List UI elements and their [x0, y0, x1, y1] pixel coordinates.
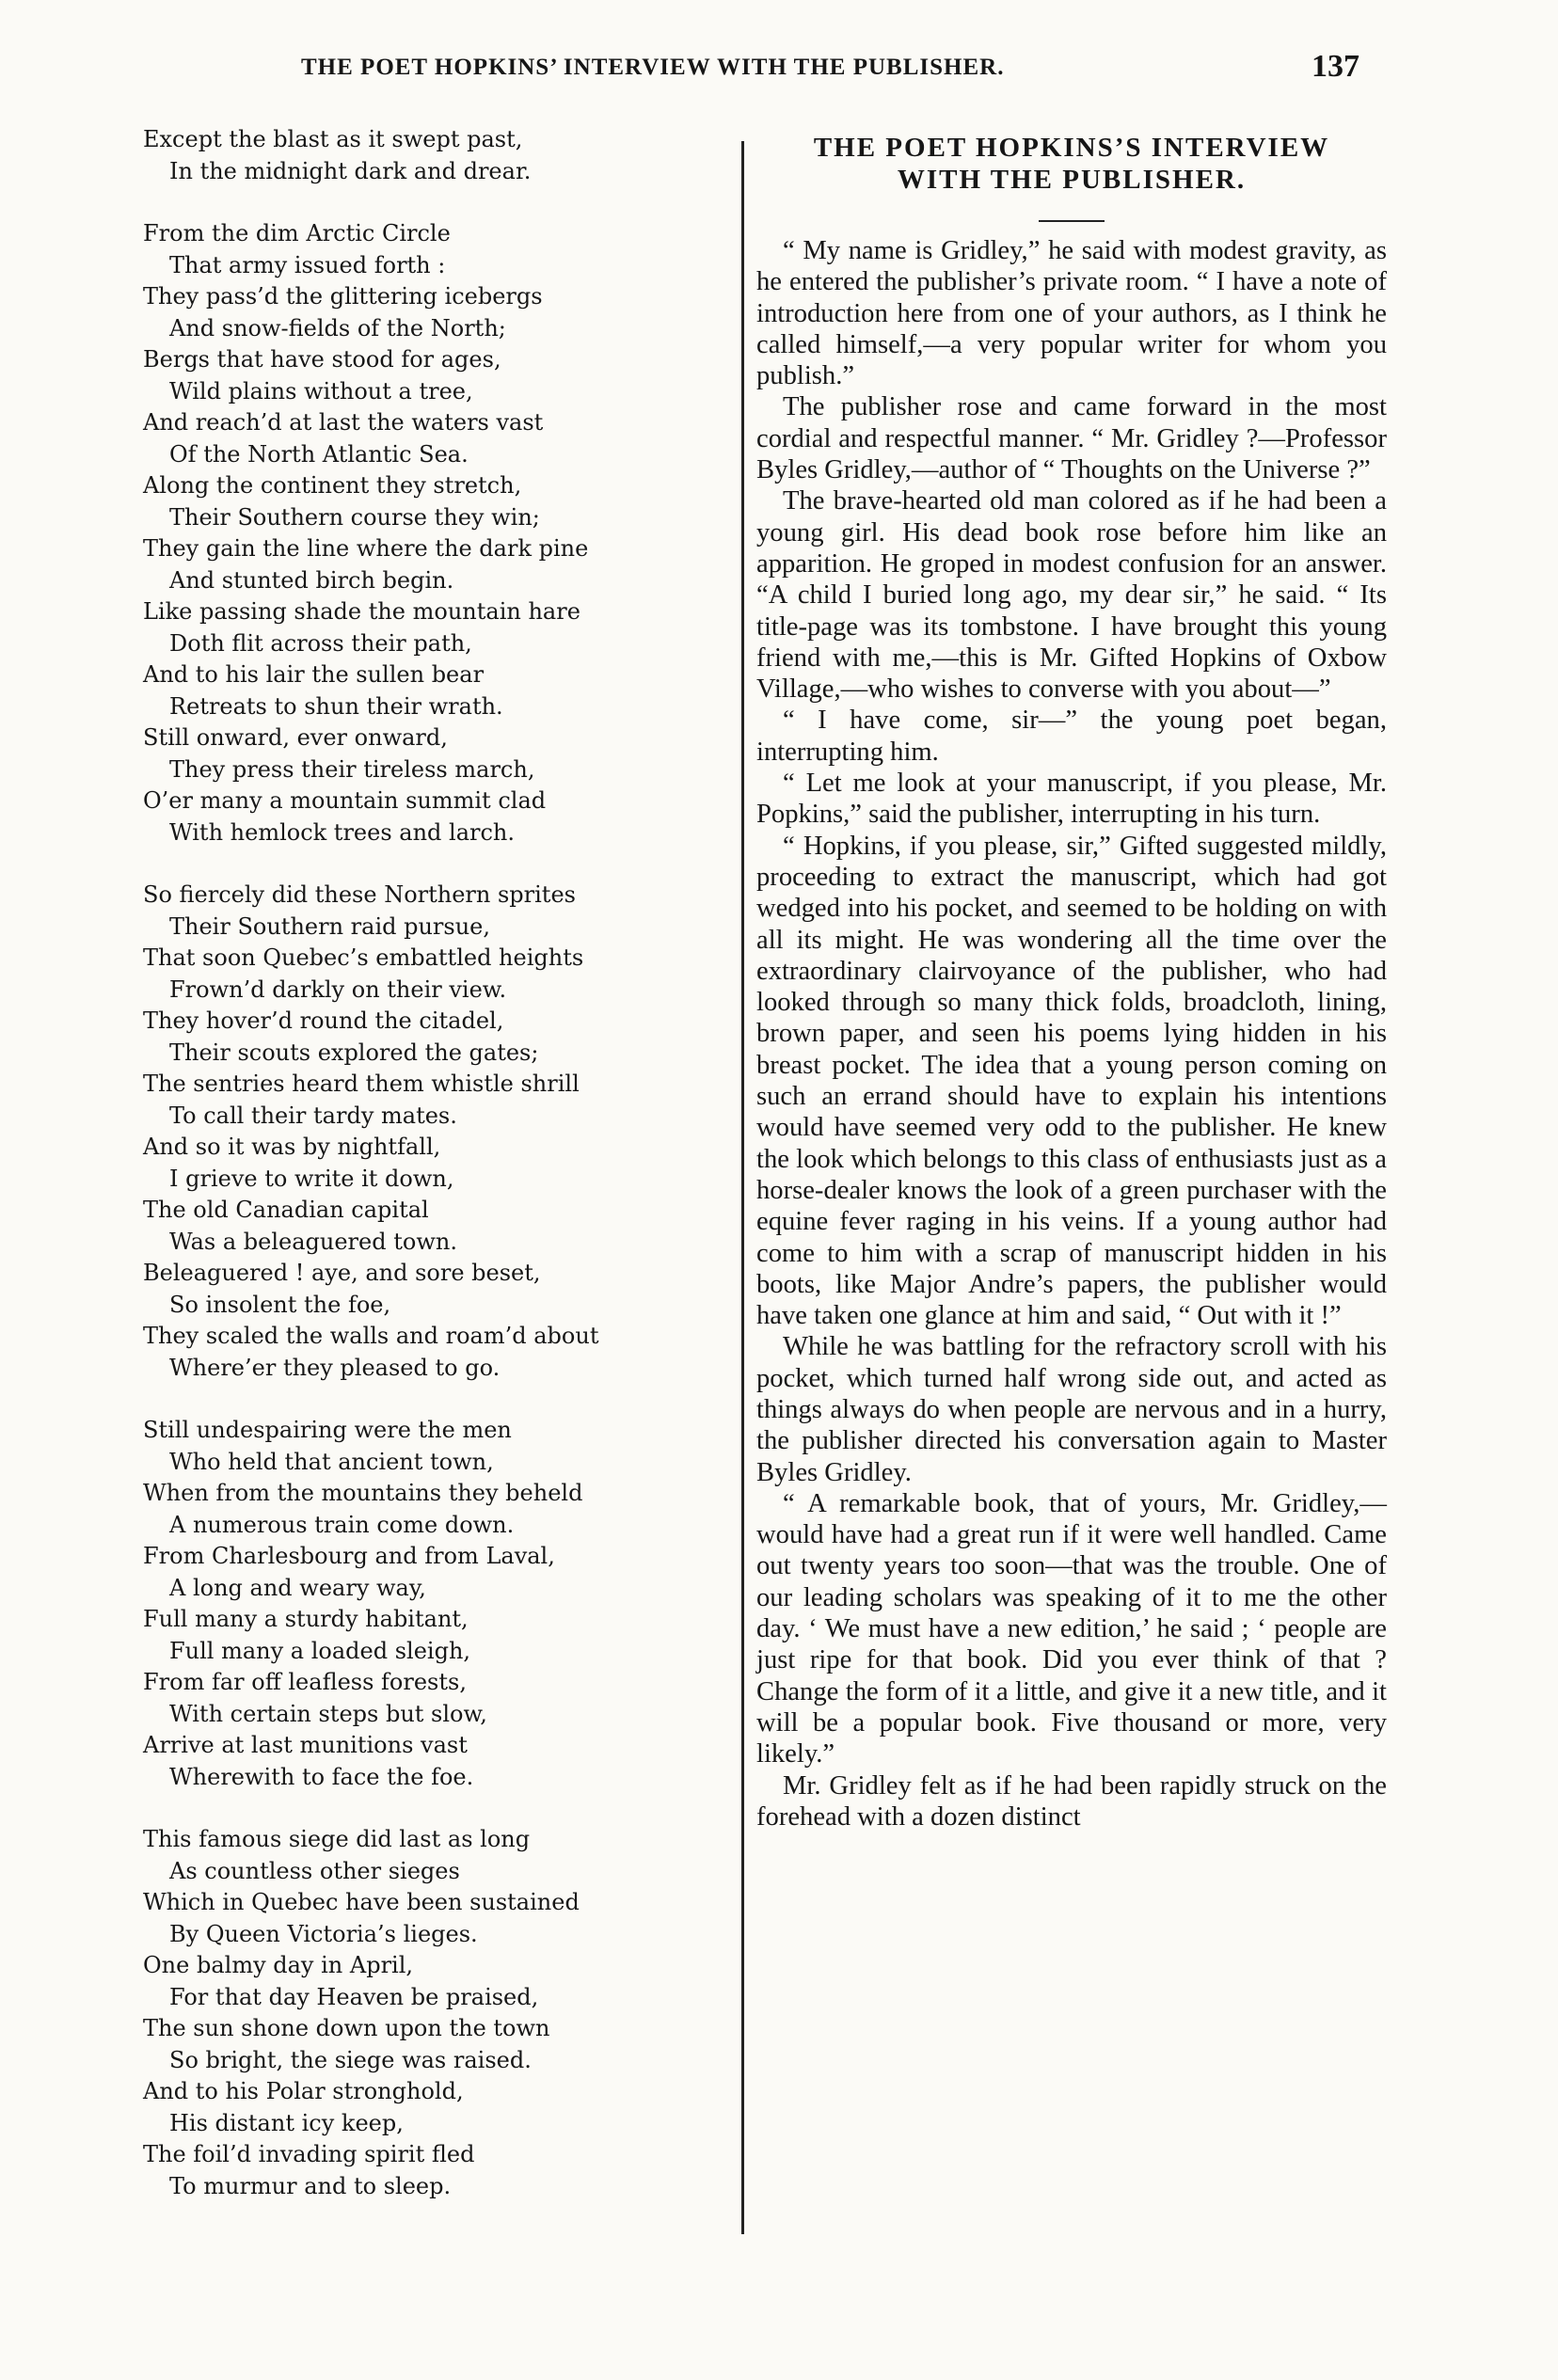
poem-line: One balmy day in April,: [143, 1952, 414, 1978]
poem-line: I grieve to write it down,: [169, 1165, 454, 1192]
poem-line: And snow-fields of the North;: [169, 314, 506, 341]
poem-line: When from the mountains they beheld: [143, 1480, 583, 1506]
poem-column: [143, 124, 726, 2233]
poem-line: So bright, the siege was raised.: [169, 2046, 532, 2073]
poem-line: For that day Heaven be praised,: [169, 1983, 539, 2010]
poem-line: Retreats to shun their wrath.: [169, 692, 503, 720]
poem-line: With hemlock trees and larch.: [169, 818, 516, 846]
article-column: [756, 132, 1387, 1833]
poem-line: Full many a sturdy habitant,: [143, 1606, 469, 1632]
poem-line: The sun shone down upon the town: [143, 2015, 550, 2041]
article-paragraph: The brave-hearted old man colored as if he had been a young girl. His dead book rose before him like an apparition. He groped in modest confusion for an answer. “A child I buried long ago, my dear sir,” he said. “ Its title-page was its tombstone. I have brought this young friend with me,—this is Mr. Gifted Hopkins of Oxbow Village,—who wishes to converse with you about—”: [756, 486, 1387, 705]
article-title-line-2: WITH THE PUBLISHER.: [897, 165, 1247, 195]
poem-line: His distant icy keep,: [169, 2109, 404, 2136]
poem-line: A numerous train come down.: [169, 1511, 515, 1538]
poem-line: Which in Quebec have been sustained: [143, 1889, 580, 1915]
poem-line: By Queen Victoria’s lieges.: [169, 1920, 478, 1947]
title-rule: [1039, 220, 1105, 222]
article-paragraph: Mr. Gridley felt as if he had been rapidly struck on the forehead with a dozen distinct: [756, 1770, 1387, 1832]
poem-line: Bergs that have stood for ages,: [143, 346, 501, 373]
poem-stanza: [143, 218, 726, 849]
poem-line: They scaled the walls and roam’d about: [143, 1323, 599, 1349]
page-number: 137: [1312, 49, 1359, 84]
poem-line: From the dim Arctic Circle: [143, 220, 451, 246]
poem-line: And to his lair the sullen bear: [143, 661, 485, 688]
poem-line: To call their tardy mates.: [169, 1102, 457, 1129]
article-paragraph: “ I have come, sir—” the young poet began, interrupting him.: [756, 706, 1387, 767]
poem-line: From Charlesbourg and from Laval,: [143, 1543, 555, 1569]
poem-line: As countless other sieges: [169, 1857, 460, 1884]
poem-line: Their Southern course they win;: [169, 503, 540, 531]
poem-line: To murmur and to sleep.: [169, 2172, 452, 2199]
poem-line: That army issued forth :: [169, 251, 446, 278]
poem-stanza: [143, 124, 726, 187]
poem-line: Who held that ancient town,: [169, 1448, 494, 1475]
poem-stanza: [143, 1824, 726, 2202]
poem-line: They pass’d the glittering icebergs: [143, 283, 543, 309]
poem-line: And so it was by nightfall,: [143, 1134, 441, 1160]
poem-line: So fiercely did these Northern sprites: [143, 881, 576, 908]
poem-stanza: [143, 1415, 726, 1793]
poem-line: They press their tireless march,: [169, 755, 535, 783]
poem-line: Their Southern raid pursue,: [169, 912, 491, 940]
poem-line: The sentries heard them whistle shrill: [143, 1071, 580, 1097]
article-title: [756, 132, 1387, 196]
poem-line: Still onward, ever onward,: [143, 724, 448, 751]
poem-line: And reach’d at last the waters vast: [143, 409, 544, 436]
poem-line: O’er many a mountain summit clad: [143, 787, 547, 814]
poem-line: Where’er they pleased to go.: [169, 1354, 501, 1381]
poem-line: In the midnight dark and drear.: [169, 157, 532, 184]
poem-line: And stunted birch begin.: [169, 566, 454, 594]
poem-line: This famous siege did last as long: [143, 1826, 531, 1852]
poem-line: Arrive at last munitions vast: [143, 1732, 468, 1758]
poem-line: The foil’d invading spirit fled: [143, 2141, 475, 2167]
poem-line: Doth flit across their path,: [169, 629, 472, 657]
poem-line: Along the continent they stretch,: [143, 472, 522, 499]
article-paragraph: While he was battling for the refractory scroll with his pocket, which turned half wrong side out, and acted as things always do when people are nervous and in a hurry, the publisher directed his conversation again to Master Byles Gridley.: [756, 1332, 1387, 1487]
poem-line: Frown’d darkly on their view.: [169, 976, 507, 1003]
poem-line: From far off leafless forests,: [143, 1669, 467, 1695]
poem-line: Full many a loaded sleigh,: [169, 1637, 471, 1664]
article-paragraph: The publisher rose and came forward in the most cordial and respectful manner. “ Mr. Gridley ?—Professor Byles Gridley,—author of “ Thoughts on the Universe ?”: [756, 392, 1387, 485]
poem-line: The old Canadian capital: [143, 1197, 429, 1223]
poem-line: Their scouts explored the gates;: [169, 1039, 539, 1066]
article-paragraph: “ Hopkins, if you please, sir,” Gifted suggested mildly, proceeding to extract the manuscript, which had got wedged into his pocket, and seemed to be holding on with all its might. He was wondering all the time over the extraordinary clairvoyance of the publisher, who had looked through so many thick folds, broadcloth, lining, brown paper, and seen his poems lying hidden in his breast pocket. The idea that a young person coming on such an errand should have to explain his intentions would have seemed very odd to the publisher. He knew the look which belongs to this class of enthusiasts just as a horse-dealer knows the look of a green purchaser with the equine fever raging in his veins. If a young author had come to him with a scrap of manuscript hidden in his boots, like Major Andre’s papers, the publisher would have taken one glance at him and said, “ Out with it !”: [756, 831, 1387, 1331]
poem-line: Beleaguered ! aye, and sore beset,: [143, 1260, 541, 1286]
poem-stanza: [143, 880, 726, 1384]
column-divider: [741, 141, 744, 2234]
article-body: [756, 235, 1387, 1833]
poem-line: Like passing shade the mountain hare: [143, 598, 580, 625]
poem-line: So insolent the foe,: [169, 1291, 391, 1318]
article-paragraph: “ Let me look at your manuscript, if you please, Mr. Popkins,” said the publisher, interrupting in his turn.: [756, 769, 1387, 830]
poem-line: With certain steps but slow,: [169, 1700, 487, 1727]
poem-line: Except the blast as it swept past,: [143, 126, 523, 152]
poem-line: Wild plains without a tree,: [169, 377, 473, 405]
poem-line: Still undespairing were the men: [143, 1417, 512, 1443]
poem-line: Wherewith to face the foe.: [169, 1763, 474, 1790]
poem-line: And to his Polar stronghold,: [143, 2078, 464, 2104]
poem-line: Was a beleaguered town.: [169, 1228, 457, 1255]
poem-line: They hover’d round the citadel,: [143, 1008, 504, 1034]
article-title-line-1: THE POET HOPKINS’S INTERVIEW: [813, 133, 1330, 163]
poem-line: That soon Quebec’s embattled heights: [143, 944, 584, 971]
article-paragraph: “ A remarkable book, that of yours, Mr. Gridley,—would have had a great run if it were well handled. Came out twenty years too soon—that was the trouble. One of our leading scholars was speaking of it to me the other day. ‘ We must have a new edition,’ he said ; ‘ people are just ripe for that book. Did you ever think of that ? Change the form of it a little, and give it a new title, and it will be a popular book. Five thousand or more, very likely.”: [756, 1488, 1387, 1769]
poem-line: They gain the line where the dark pine: [143, 535, 589, 562]
article-paragraph: “ My name is Gridley,” he said with modest gravity, as he entered the publisher’s private room. “ I have a note of introduction here from one of your authors, as I think he called himself,—a very popular writer for whom you publish.”: [756, 236, 1387, 391]
poem-line: A long and weary way,: [169, 1574, 426, 1601]
poem-line: Of the North Atlantic Sea.: [169, 440, 469, 468]
running-head: THE POET HOPKINS’ INTERVIEW WITH THE PUBLISHER.: [301, 55, 1005, 80]
